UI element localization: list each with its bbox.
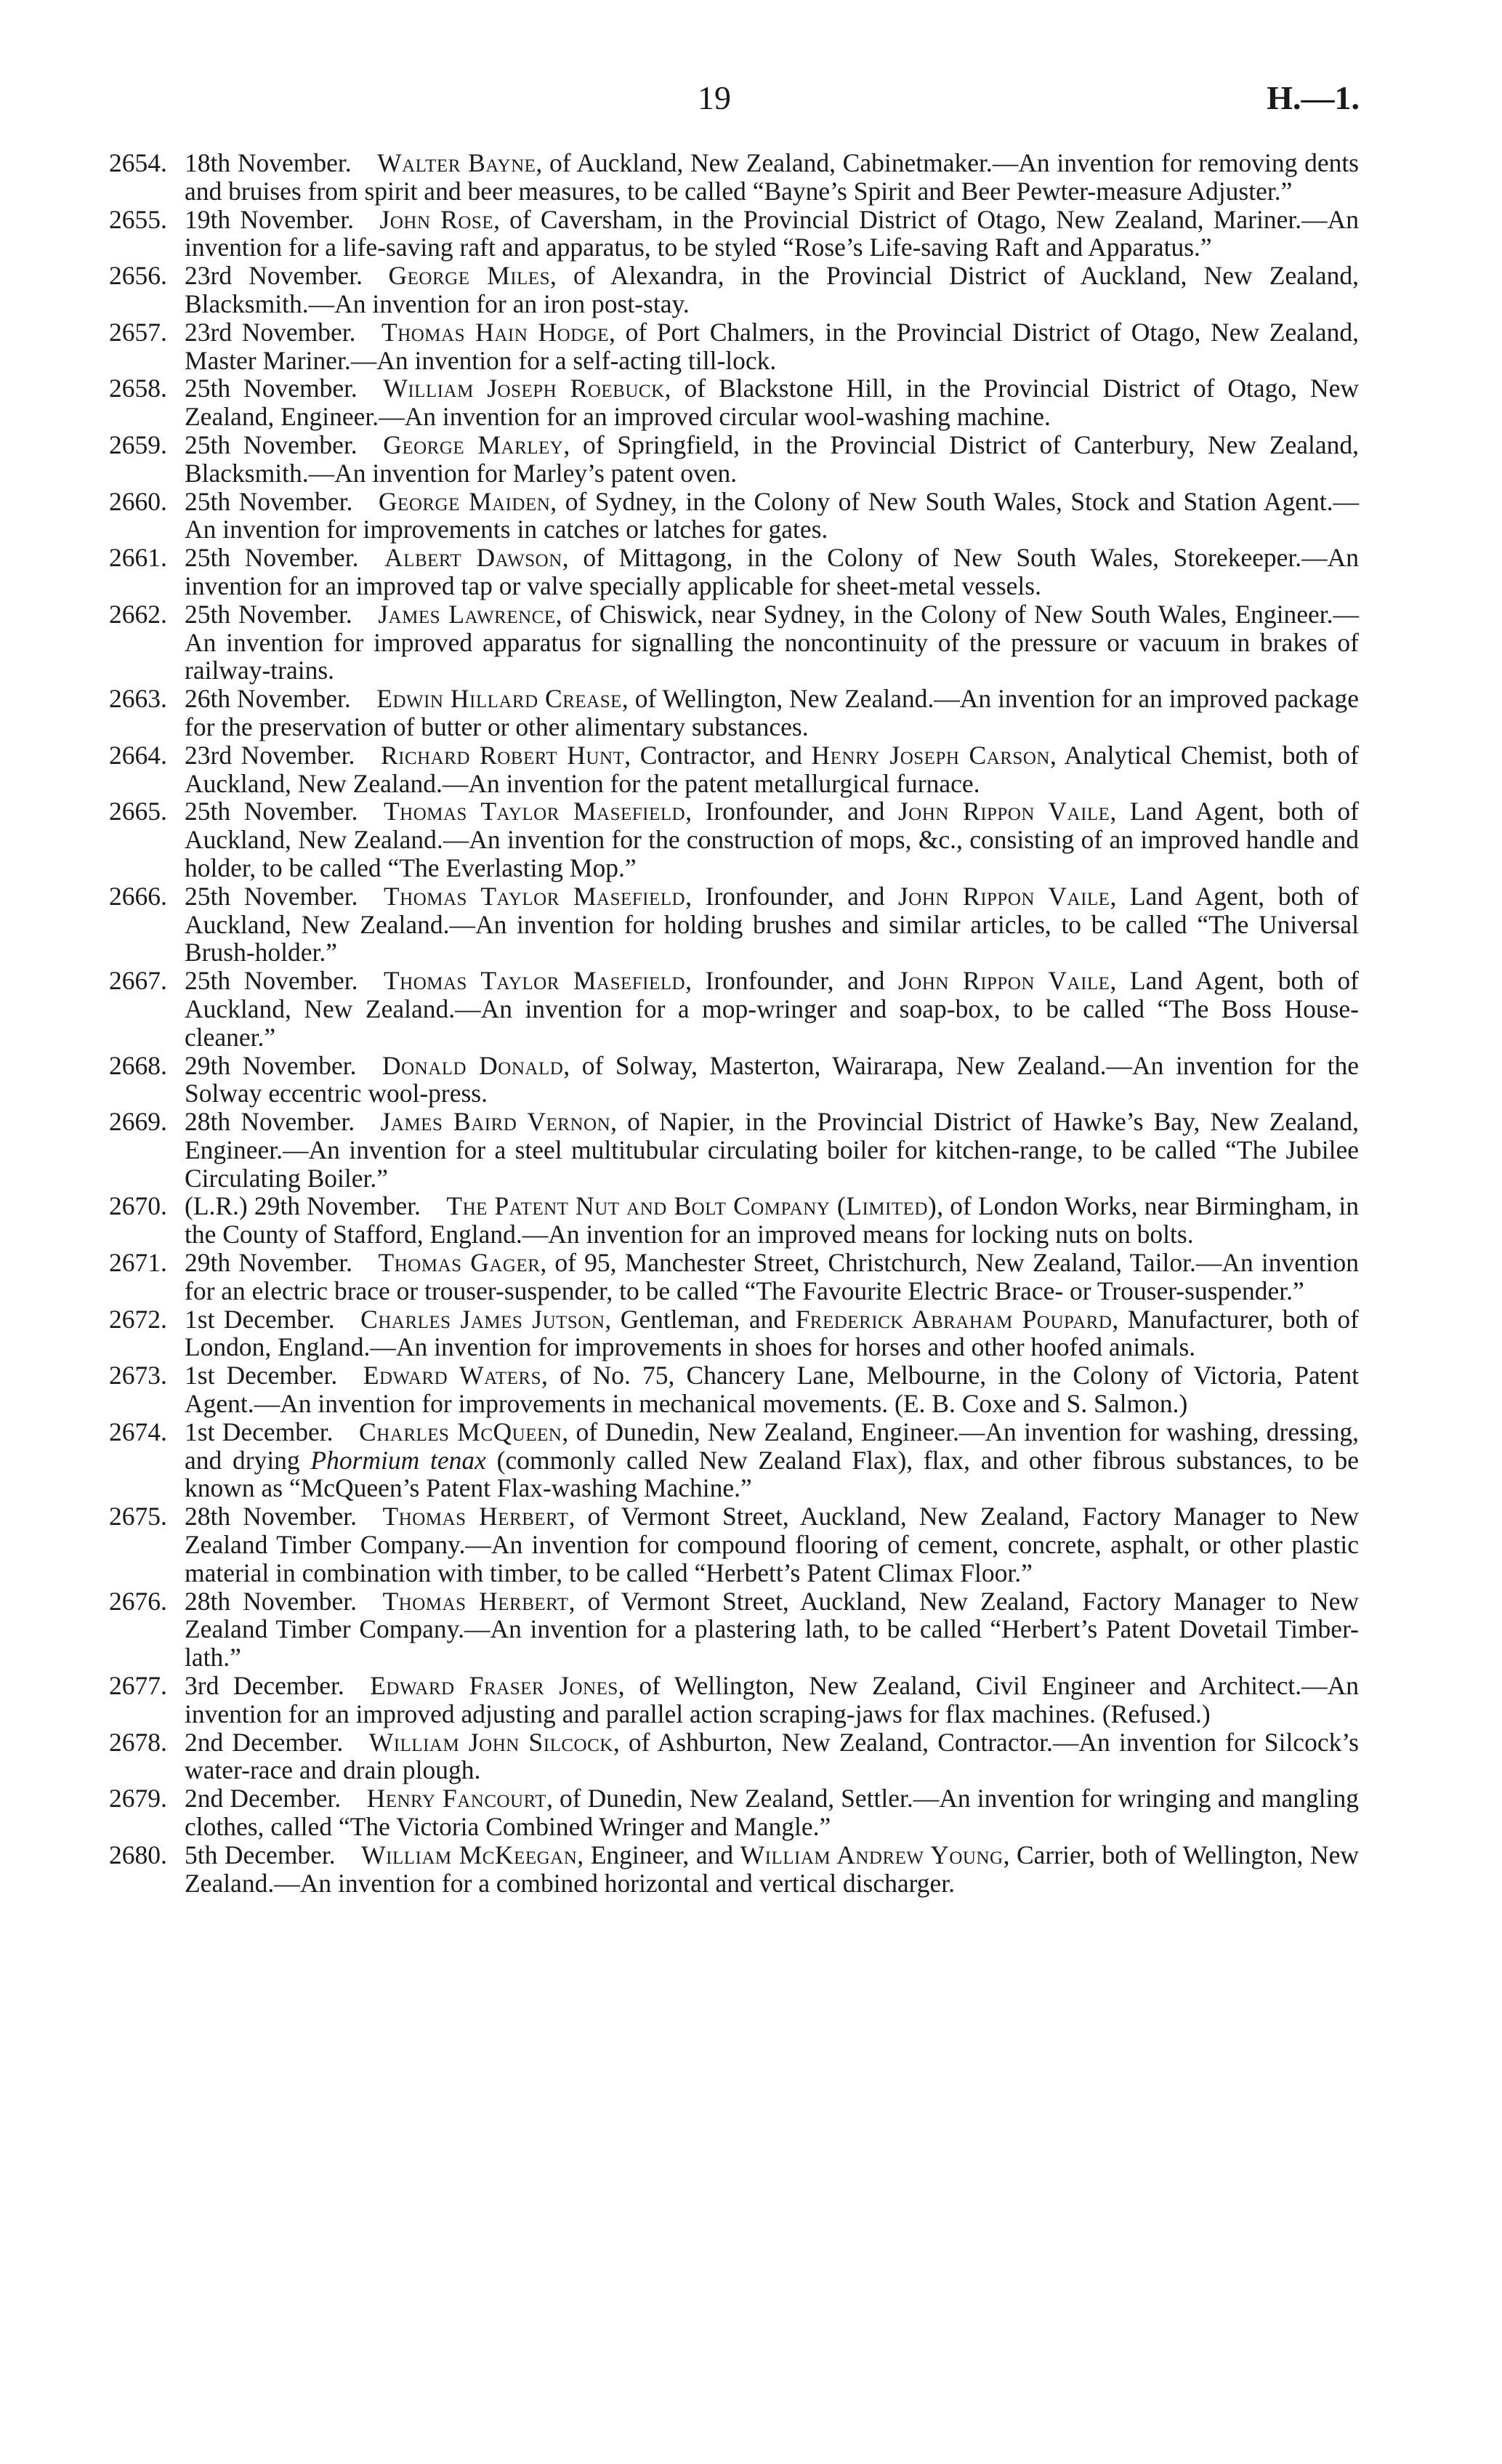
applicant-name: William McKeegan [361, 1840, 578, 1869]
page-header [0, 78, 1502, 122]
applicant-name: Thomas Herbert [382, 1586, 569, 1616]
entry-description: , Ironfounder, and [685, 797, 898, 826]
entry-date: 25th November. [185, 374, 358, 403]
applicant-name: Thomas Taylor Masefield [383, 797, 686, 826]
entry-number: 2655. [109, 204, 167, 234]
patent-entry [109, 1361, 1359, 1418]
entry-description: , of Wellington, New Zealand.—An invention for an improved package for the preservation of butter or other alimentary substances. [185, 684, 1359, 741]
applicant-name: John Rippon Vaile [897, 797, 1110, 826]
entry-description: (commonly called New Zealand Flax), flax, and other fibrous substances, to be known as “McQueen’s Patent Flax-washing Machine.” [185, 1445, 1359, 1503]
entry-number: 2676. [109, 1586, 167, 1616]
entry-description: , of London Works, near Birmingham, in the County of Stafford, England.—An invention for an improved means for locking nuts on bolts. [185, 1191, 1360, 1249]
patent-entry [109, 1784, 1359, 1841]
entry-number: 2654. [109, 148, 167, 177]
entry-number: 2672. [109, 1304, 167, 1334]
entry-description: , Ironfounder, and [685, 881, 898, 911]
entry-number: 2666. [109, 881, 167, 911]
entry-number: 2661. [109, 543, 167, 573]
entry-description: , Carrier, both of Wellington, New Zealand.—An invention for a combined horizontal and vertical discharger. [185, 1840, 1359, 1898]
patent-entry [109, 206, 1359, 262]
entry-number: 2667. [109, 966, 167, 996]
entry-description: , of Vermont Street, Auckland, New Zealand, Factory Manager to New Zealand Timber Company.—An invention for compound flooring of cement, concrete, asphalt, or other plastic material in combination with timber, to be called “Herbett’s Patent Climax Floor.” [185, 1502, 1360, 1587]
entry-date: 25th November. [185, 881, 358, 911]
entry-number: 2669. [109, 1107, 167, 1137]
applicant-name: Thomas Herbert [382, 1502, 569, 1531]
entry-description: , of Vermont Street, Auckland, New Zealand, Factory Manager to New Zealand Timber Company.—An invention for a plastering lath, to be called “Herbert’s Patent Dovetail Timber-lath.” [185, 1586, 1360, 1672]
entry-description: , of Dunedin, New Zealand, Settler.—An invention for wringing and mangling clothes, called “The Victoria Combined Wringer and Mangle.” [185, 1784, 1359, 1842]
entry-description: , of Ashburton, New Zealand, Contractor.—An invention for Silcock’s water-race and drain plough. [185, 1727, 1359, 1785]
applicant-name: Charles James Jutson [360, 1304, 605, 1334]
patent-entry [109, 1192, 1359, 1249]
entry-date: 29th November. [185, 1050, 357, 1080]
entry-date: 26th November. [185, 684, 351, 714]
entry-description: , Land Agent, both of Auckland, New Zealand.—An invention for holding brushes and similar articles, to be called “The Universal Brush-holder.” [185, 881, 1359, 967]
entry-date: 25th November. [185, 599, 352, 629]
applicant-name: Frederick Abraham Poupard [795, 1304, 1113, 1334]
patent-entry [109, 1672, 1359, 1728]
entry-description: , of 95, Manchester Street, Christchurch, New Zealand, Tailor.—An invention for an electric brace or trouser-suspender, to be called “The Favourite Electric Brace- or Trouser-suspender.” [185, 1248, 1359, 1305]
applicant-name: James Lawrence [378, 599, 556, 629]
entry-number: 2675. [109, 1502, 167, 1531]
entry-description: , of Springfield, in the Provincial District of Canterbury, New Zealand, Blacksmith.—An invention for Marley’s patent oven. [185, 430, 1359, 488]
entry-description: , of Dunedin, New Zealand, Engineer.—An invention for washing, dressing, and drying [185, 1417, 1360, 1475]
entry-date: 25th November. [185, 543, 359, 573]
patent-entry [109, 1305, 1359, 1362]
entry-number: 2659. [109, 430, 167, 459]
patent-entry [109, 882, 1359, 967]
entry-date: 23rd November. [185, 740, 355, 770]
entry-number: 2679. [109, 1784, 167, 1813]
patent-entries-list [109, 149, 1359, 1897]
entry-number: 2674. [109, 1417, 167, 1446]
applicant-name: John Rippon Vaile [897, 966, 1110, 996]
applicant-name: John Rippon Vaile [897, 881, 1110, 911]
entry-number: 2658. [109, 374, 167, 403]
entry-number: 2678. [109, 1727, 167, 1757]
applicant-name: The Patent Nut and Bolt Company (Limited) [446, 1191, 937, 1221]
applicant-name: Henry Fancourt [366, 1784, 547, 1813]
applicant-name: James Baird Vernon [380, 1107, 611, 1137]
patent-entry [109, 741, 1359, 798]
entry-number: 2656. [109, 261, 167, 291]
applicant-name: Thomas Taylor Masefield [383, 966, 686, 996]
patent-entry [109, 1052, 1359, 1108]
applicant-name: Edward Waters [363, 1361, 542, 1390]
applicant-name: Charles McQueen [359, 1417, 562, 1446]
applicant-name: Albert Dawson [384, 543, 562, 573]
entry-number: 2660. [109, 486, 167, 516]
page-number: 19 [698, 79, 731, 116]
entry-number: 2671. [109, 1248, 167, 1278]
patent-entry [109, 967, 1359, 1051]
entry-number: 2677. [109, 1671, 167, 1701]
applicant-name: George Maiden [378, 486, 551, 516]
entry-date: 2nd December. [185, 1727, 344, 1757]
entry-date: 2nd December. [185, 1784, 342, 1813]
applicant-name: Henry Joseph Carson [811, 740, 1050, 770]
patent-entry [109, 600, 1359, 685]
entry-date: 25th November. [185, 486, 353, 516]
entry-number: 2673. [109, 1361, 167, 1390]
entry-description: , of Solway, Masterton, Wairarapa, New Zealand.—An invention for the Solway eccentric wool-press. [185, 1050, 1360, 1108]
entry-number: 2665. [109, 797, 167, 826]
entry-description: , of Port Chalmers, in the Provincial District of Otago, New Zealand, Master Mariner.—An invention for a self-acting till-lock. [185, 317, 1359, 375]
entry-number: 2663. [109, 684, 167, 714]
patent-entry [109, 1502, 1359, 1587]
patent-entry [109, 685, 1359, 741]
entry-description: , of Wellington, New Zealand, Civil Engineer and Architect.—An invention for an improved adjusting and parallel action scraping-jaws for flax machines. (Refused.) [185, 1671, 1359, 1728]
entry-date: 1st December. [185, 1417, 334, 1446]
species-name: Phormium tenax [310, 1445, 486, 1475]
entry-description: , Manufacturer, both of London, England.—An invention for improvements in shoes for horses and other hoofed animals. [185, 1304, 1359, 1362]
entry-description: , Gentleman, and [605, 1304, 796, 1334]
entry-date: 3rd December. [185, 1671, 344, 1701]
entry-description: , of Auckland, New Zealand, Cabinetmaker.—An invention for removing dents and bruises from spirit and beer measures, to be called “Bayne’s Spirit and Beer Pewter-measure Adjuster.” [185, 148, 1360, 206]
entry-date: 25th November. [185, 797, 358, 826]
entry-description: , Land Agent, both of Auckland, New Zealand.—An invention for the construction of mops, &c., consisting of an improved handle and holder, to be called “The Everlasting Mop.” [185, 797, 1359, 882]
applicant-name: George Miles [388, 261, 550, 291]
applicant-name: William Joseph Roebuck [383, 374, 665, 403]
patent-entry [109, 1587, 1359, 1672]
patent-entry [109, 797, 1359, 882]
entry-description: , Analytical Chemist, both of Auckland, New Zealand.—An invention for the patent metallurgical furnace. [185, 740, 1360, 798]
entry-date: 25th November. [185, 430, 358, 459]
entry-description: , of Chiswick, near Sydney, in the Colony of New South Wales, Engineer.—An invention for improved apparatus for signalling the noncontinuity of the pressure or vacuum in brakes of railway-trains. [185, 599, 1359, 685]
entry-description: , Contractor, and [624, 740, 812, 770]
entry-date: 23rd November. [185, 317, 356, 347]
patent-entry [109, 1841, 1359, 1898]
patent-entry [109, 544, 1359, 600]
entry-description: , Ironfounder, and [685, 966, 898, 996]
entry-description: , of Mittagong, in the Colony of New South Wales, Storekeeper.—An invention for an improved tap or valve specially applicable for sheet-metal vessels. [185, 543, 1359, 600]
applicant-name: Donald Donald [381, 1050, 564, 1080]
entry-number: 2662. [109, 599, 167, 629]
applicant-name: Thomas Hain Hodge [381, 317, 610, 347]
entry-number: 2668. [109, 1050, 167, 1080]
entry-date: 1st December. [185, 1304, 335, 1334]
entry-date: 28th November. [185, 1586, 357, 1616]
entry-date: 29th November. [185, 1248, 353, 1278]
applicant-name: Richard Robert Hunt [380, 740, 625, 770]
entry-date: 5th December. [185, 1840, 336, 1869]
entry-number: 2680. [109, 1840, 167, 1869]
entry-description: , of Sydney, in the Colony of New South Wales, Stock and Station Agent.—An invention for improvements in catches or latches for gates. [185, 486, 1359, 544]
applicant-name: John Rose [379, 204, 494, 234]
patent-entry [109, 262, 1359, 318]
entry-description: , of No. 75, Chancery Lane, Melbourne, in the Colony of Victoria, Patent Agent.—An invention for improvements in mechanical movements. (E. B. Coxe and S. Salmon.) [185, 1361, 1359, 1419]
applicant-name: Edward Fraser Jones [370, 1671, 618, 1701]
patent-entry [109, 1418, 1359, 1502]
entry-description: , Land Agent, both of Auckland, New Zealand.—An invention for a mop-wringer and soap-box, to be called “The Boss House-cleaner.” [185, 966, 1359, 1052]
entry-description: , of Blackstone Hill, in the Provincial District of Otago, New Zealand, Engineer.—An invention for an improved circular wool-washing machine. [185, 374, 1359, 432]
entry-date: 28th November. [185, 1502, 357, 1531]
patent-entry [109, 149, 1359, 206]
entry-number: 2657. [109, 317, 167, 347]
patent-entry [109, 431, 1359, 488]
entry-number: 2670. [109, 1191, 167, 1221]
patent-entry [109, 488, 1359, 544]
patent-entry [109, 1728, 1359, 1785]
applicant-name: William Andrew Young [740, 1840, 1004, 1869]
entry-date: 19th November. [185, 204, 355, 234]
entry-date: (L.R.) 29th November. [185, 1191, 421, 1221]
entry-date: 28th November. [185, 1107, 355, 1137]
document-reference: H.—1. [1267, 79, 1360, 116]
entry-date: 23rd November. [185, 261, 363, 291]
applicant-name: George Marley [383, 430, 564, 459]
entry-description: , Engineer, and [577, 1840, 740, 1869]
applicant-name: William John Silcock [368, 1727, 613, 1757]
entry-description: , of Alexandra, in the Provincial District of Auckland, New Zealand, Blacksmith.—An invention for an iron post-stay. [185, 261, 1360, 318]
entry-description: , of Napier, in the Provincial District of Hawke’s Bay, New Zealand, Engineer.—An invention for a steel multitubular circulating boiler for kitchen-range, to be called “The Jubilee Circulating Boiler.” [185, 1107, 1359, 1193]
patent-entry [109, 318, 1359, 375]
patent-entry [109, 374, 1359, 431]
applicant-name: Thomas Taylor Masefield [383, 881, 686, 911]
applicant-name: Walter Bayne [377, 148, 536, 177]
patent-entry [109, 1108, 1359, 1192]
patent-entry [109, 1249, 1359, 1305]
entry-description: , of Caversham, in the Provincial District of Otago, New Zealand, Mariner.—An invention for a life-saving raft and apparatus, to be styled “Rose’s Life-saving Raft and Apparatus.” [185, 204, 1359, 262]
applicant-name: Thomas Gager [378, 1248, 541, 1278]
entry-number: 2664. [109, 740, 167, 770]
entry-date: 1st December. [185, 1361, 338, 1390]
entry-date: 25th November. [185, 966, 358, 996]
entry-date: 18th November. [185, 148, 352, 177]
applicant-name: Edwin Hillard Crease [376, 684, 622, 714]
